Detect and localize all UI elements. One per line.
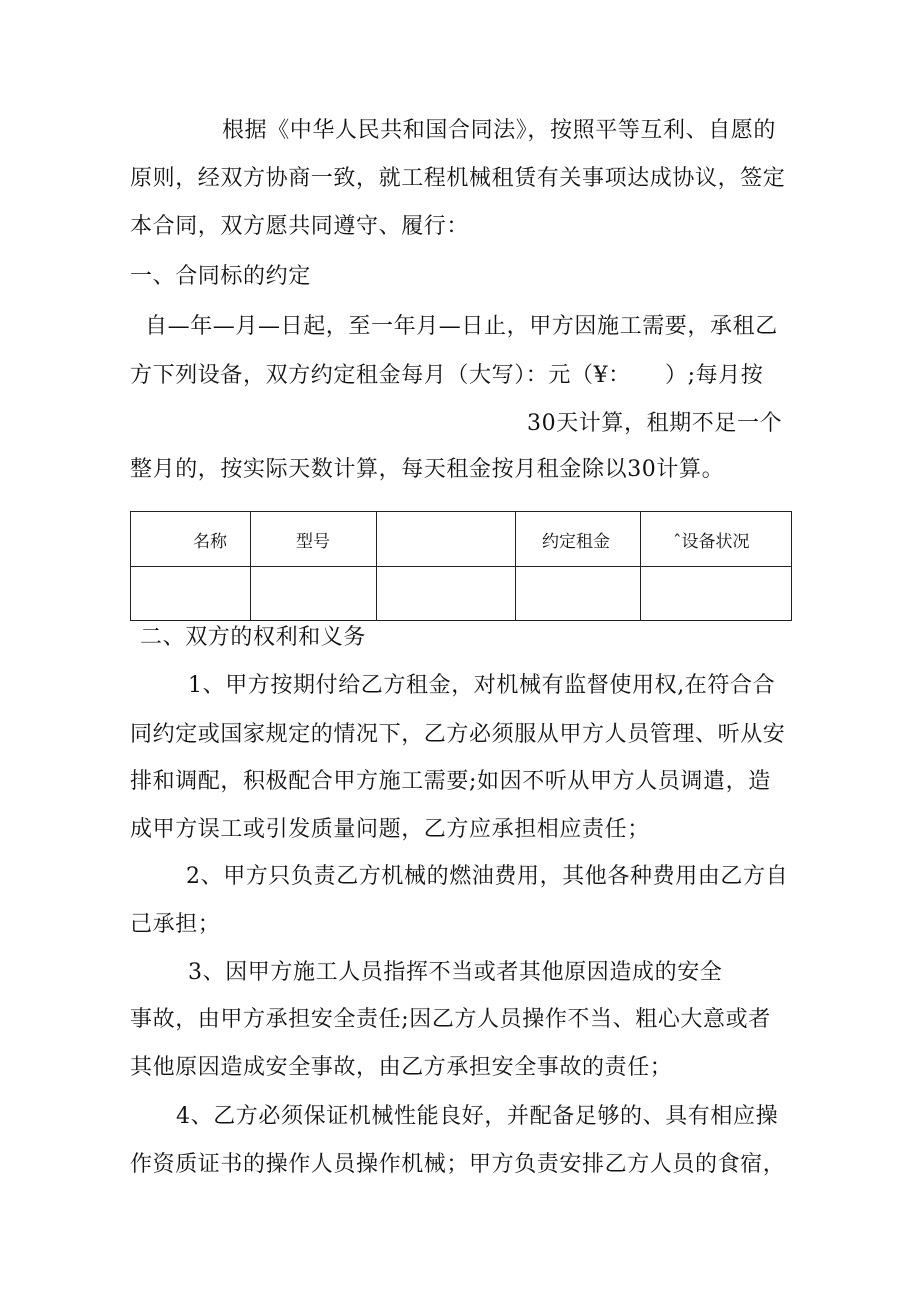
section1-heading: 一、合同标的约定 (130, 264, 311, 289)
header-rent: 约定租金 (542, 531, 610, 552)
table-header-cell (131, 512, 251, 567)
table-header-cell (377, 512, 516, 567)
item3-line-2: 事故，由甲方承担安全责任;因乙方人员操作不当、粗心大意或者 (130, 1007, 771, 1032)
item3-line-1: 3、因甲方施工人员指挥不当或者其他原因造成的安全 (188, 960, 723, 985)
table-cell (641, 567, 792, 621)
section1-line-1: 自—年—月—日起，至一年月—日止，甲方因施工需要，承租乙 (145, 314, 778, 339)
table-cell (251, 567, 377, 621)
header-model: 型号 (296, 531, 330, 552)
table-cell (131, 567, 251, 621)
intro-line-3: 本合同，双方愿共同遵守、履行： (130, 214, 470, 239)
table-header-cell (641, 512, 792, 567)
item2-line-1: 2、甲方只负责乙方机械的燃油费用，其他各种费用由乙方自 (186, 864, 789, 889)
section1-line-3: 30天计算，租期不足一个 (527, 411, 783, 436)
table-header-cell (516, 512, 641, 567)
section2-heading: 二、双方的权利和义务 (140, 625, 367, 650)
item2-line-2: 己承担； (130, 912, 221, 937)
equipment-table (130, 511, 792, 621)
item1-line-1: 1、甲方按期付给乙方租金，对机械有监督使用权,在符合合 (188, 673, 776, 698)
section1-line-4: 整月的，按实际天数计算，每天租金按月租金除以30计算。 (130, 457, 725, 482)
intro-line-1: 根据《中华人民共和国合同法》，按照平等互利、自愿的 (222, 118, 777, 143)
item4-line-2: 作资质证书的操作人员操作机械；甲方负责安排乙方人员的食宿， (130, 1152, 786, 1177)
item3-line-3: 其他原因造成安全事故，由乙方承担安全事故的责任； (130, 1055, 673, 1080)
item1-line-3: 排和调配，积极配合甲方施工需要;如因不听从甲方人员调遣，造 (130, 769, 771, 794)
section1-line-2: 方下列设备，双方约定租金每月（大写）：元（¥： ）;每月按 (130, 363, 764, 388)
table-row (131, 567, 792, 621)
table-header-row (131, 512, 792, 567)
item1-line-4: 成甲方误工或引发质量问题，乙方应承担相应责任； (130, 817, 650, 842)
header-name: 名称 (193, 531, 227, 552)
header-condition: ˆ设备状况 (673, 531, 750, 552)
intro-line-2: 原则，经双方协商一致，就工程机械租赁有关事项达成协议，签定 (130, 166, 786, 191)
table-cell (377, 567, 516, 621)
table-cell (516, 567, 641, 621)
table-header-cell (251, 512, 377, 567)
item4-line-1: 4、乙方必须保证机械性能良好，并配备足够的、具有相应操 (176, 1104, 779, 1129)
item1-line-2: 同约定或国家规定的情况下，乙方必须服从甲方人员管理、听从安 (130, 722, 786, 747)
